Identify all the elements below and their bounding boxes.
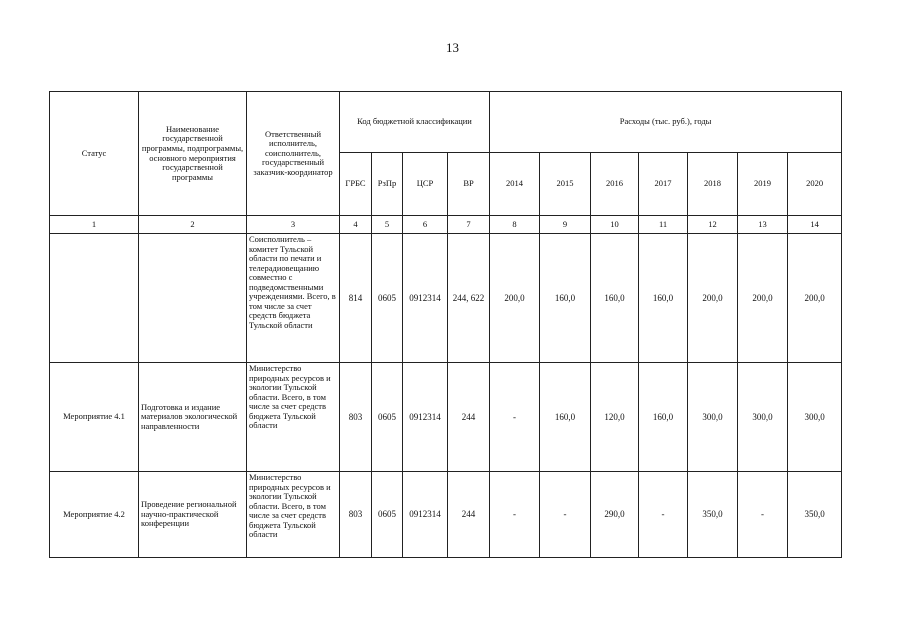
column-number-row: [50, 216, 842, 234]
cell-status: [50, 234, 139, 363]
cell-value: 200,0: [490, 234, 540, 363]
cell-value: 300,0: [788, 363, 842, 472]
cell-value: 120,0: [591, 363, 639, 472]
cell-value: 200,0: [788, 234, 842, 363]
table-row: [50, 472, 842, 558]
column-number: 11: [639, 216, 688, 234]
cell-vr: 244, 622: [448, 234, 490, 363]
cell-name: [139, 234, 247, 363]
cell-value: 160,0: [540, 363, 591, 472]
cell-value: -: [639, 472, 688, 558]
cell-value: 350,0: [788, 472, 842, 558]
cell-status: Мероприятие 4.2: [50, 472, 139, 558]
page-number: 13: [446, 40, 459, 55]
column-number: 6: [403, 216, 448, 234]
header-budget-code: Код бюджетной классификации: [340, 92, 490, 153]
header-status: Статус: [50, 92, 139, 216]
cell-value: 160,0: [639, 363, 688, 472]
column-number: 4: [340, 216, 372, 234]
column-number: 13: [738, 216, 788, 234]
column-number: 10: [591, 216, 639, 234]
header-year: 2018: [688, 153, 738, 216]
cell-grbs: 814: [340, 234, 372, 363]
column-number: 3: [247, 216, 340, 234]
header-year: 2017: [639, 153, 688, 216]
cell-value: -: [540, 472, 591, 558]
cell-status: Мероприятие 4.1: [50, 363, 139, 472]
table-row: [50, 363, 842, 472]
column-number: 12: [688, 216, 738, 234]
header-row-top: [50, 92, 842, 153]
column-number: 2: [139, 216, 247, 234]
cell-name: Подготовка и издание материалов экологической направленности: [139, 363, 247, 472]
header-responsible: Ответственный исполнитель, соисполнитель, государственный заказчик-координатор: [247, 92, 340, 216]
cell-grbs: 803: [340, 472, 372, 558]
cell-csr: 0912314: [403, 363, 448, 472]
column-number: 1: [50, 216, 139, 234]
column-number: 8: [490, 216, 540, 234]
cell-value: 160,0: [591, 234, 639, 363]
table-row: [50, 234, 842, 363]
cell-grbs: 803: [340, 363, 372, 472]
cell-value: -: [738, 472, 788, 558]
header-year: 2020: [788, 153, 842, 216]
cell-value: 350,0: [688, 472, 738, 558]
cell-value: 160,0: [540, 234, 591, 363]
header-year: 2015: [540, 153, 591, 216]
budget-table: [49, 91, 842, 558]
column-number: 14: [788, 216, 842, 234]
header-year: 2019: [738, 153, 788, 216]
column-number: 5: [372, 216, 403, 234]
cell-value: 200,0: [688, 234, 738, 363]
cell-rzpr: 0605: [372, 472, 403, 558]
header-year: 2014: [490, 153, 540, 216]
header-name: Наименование государственной программы, подпрограммы, основного мероприятия государственной программы: [139, 92, 247, 216]
cell-value: 200,0: [738, 234, 788, 363]
column-number: 7: [448, 216, 490, 234]
cell-value: 160,0: [639, 234, 688, 363]
cell-vr: 244: [448, 363, 490, 472]
cell-value: 300,0: [688, 363, 738, 472]
cell-value: 300,0: [738, 363, 788, 472]
cell-value: -: [490, 363, 540, 472]
cell-csr: 0912314: [403, 472, 448, 558]
header-vr: ВР: [448, 153, 490, 216]
header-expenses: Расходы (тыс. руб.), годы: [490, 92, 842, 153]
cell-responsible: Министерство природных ресурсов и экологии Тульской области. Всего, в том числе за счет средств бюджета Тульской области: [247, 472, 340, 558]
header-year: 2016: [591, 153, 639, 216]
cell-responsible: Министерство природных ресурсов и экологии Тульской области. Всего, в том числе за счет средств бюджета Тульской области: [247, 363, 340, 472]
cell-value: 290,0: [591, 472, 639, 558]
cell-rzpr: 0605: [372, 234, 403, 363]
cell-vr: 244: [448, 472, 490, 558]
cell-responsible: Соисполнитель – комитет Тульской области по печати и телерадиовещанию совместно с подведомственными учреждениями. Всего, в том числе за счет средств бюджета Тульской области: [247, 234, 340, 363]
header-grbs: ГРБС: [340, 153, 372, 216]
header-csr: ЦСР: [403, 153, 448, 216]
cell-csr: 0912314: [403, 234, 448, 363]
cell-value: -: [490, 472, 540, 558]
cell-rzpr: 0605: [372, 363, 403, 472]
header-rzpr: РзПр: [372, 153, 403, 216]
column-number: 9: [540, 216, 591, 234]
cell-name: Проведение региональной научно-практической конференции: [139, 472, 247, 558]
